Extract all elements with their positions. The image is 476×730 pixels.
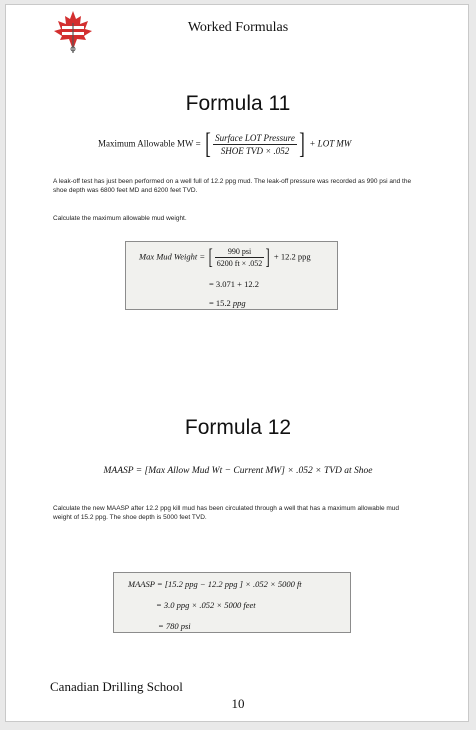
formula-11-worked-box <box>125 241 338 310</box>
formula-11-tail: + LOT MW <box>309 138 352 149</box>
formula-11-denominator: SHOE TVD × .052 <box>220 145 290 156</box>
formula-12-title: Formula 12 <box>184 416 292 439</box>
formula-11-definition <box>98 129 351 159</box>
formula-11-work-line2: = 3.071 + 12.2 <box>209 279 259 289</box>
formula-11-instruction: Calculate the maximum allowable mud weight. <box>53 215 187 222</box>
formula-12-work-line1: MAASP = [15.2 ppg − 12.2 ppg ] × .052 × 5000 ft <box>128 579 302 589</box>
work-numerator: 990 psi <box>227 246 252 256</box>
formula-11-lhs: Maximum Allowable MW = <box>98 138 201 149</box>
formula-11-work-line3 <box>209 298 246 308</box>
formula-12-work-line3: = 780 psi <box>158 621 191 631</box>
bracket-open: [ <box>209 244 214 269</box>
formula-12-definition: MAASP = [Max Allow Mud Wt − Current MW] × .052 × TVD at Shoe <box>103 466 373 476</box>
document-page <box>5 4 469 722</box>
formula-11-work-line1 <box>139 246 339 268</box>
page-number: 10 <box>231 696 245 711</box>
work-denominator: 6200 ft × .052 <box>216 258 263 268</box>
formula-12-problem: Calculate the new MAASP after 12.2 ppg kill mud has been circulated through a well that has a maximum allowable mud weight of 15.2 ppg. The shoe depth is 5000 feet TVD. <box>53 505 400 521</box>
bracket-close: ] <box>265 244 270 269</box>
bracket-open: [ <box>205 127 211 160</box>
formula-11-numerator: Surface LOT Pressure <box>215 132 295 143</box>
header-title: Worked Formulas <box>187 20 289 35</box>
work-lhs: Max Mud Weight = <box>139 251 206 262</box>
bracket-close: ] <box>299 127 305 160</box>
formula-12-worked-box <box>113 572 351 633</box>
work-tail: + 12.2 ppg <box>273 251 311 262</box>
work-result: = 15.2 <box>209 298 233 308</box>
formula-11-problem: A leak-off test has just been performed on a well full of 12.2 ppg mud. The leak-off pressure was recorded as 990 psi and the shoe depth was 6800 feet MD and 6200 feet TVD. <box>53 178 412 194</box>
work-result-unit: ppg <box>232 298 246 308</box>
formula-12-work-line2: = 3.0 ppg × .052 × 5000 feet <box>156 600 256 610</box>
formula-11-title: Formula 11 <box>185 92 291 115</box>
footer-school-name: Canadian Drilling School <box>50 679 183 694</box>
